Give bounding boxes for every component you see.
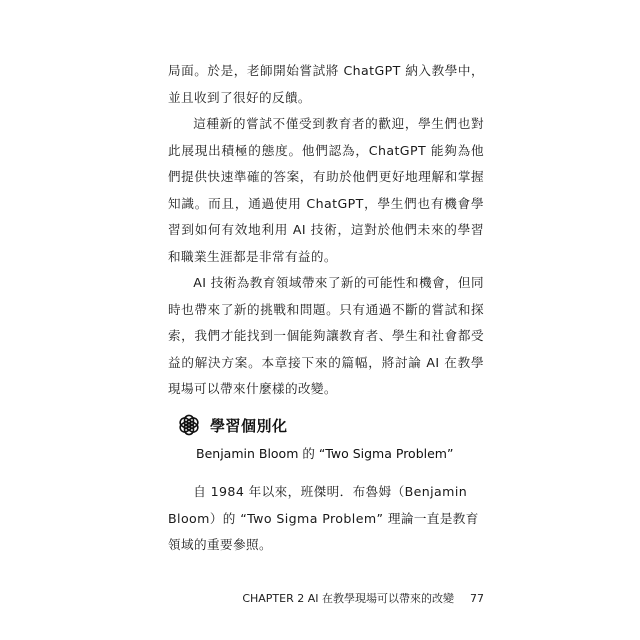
paragraph-ai-challenges: AI 技術為教育領域帶來了新的可能性和機會，但同時也帶來了新的挑戰和問題。只有通過不斷的嘗試和探索，我們才能找到一個能夠讓教育者、學生和社會都受益的解決方案。本章接下來的篇幅，將討論 AI 在教學現場可以帶來什麼樣的改變。 <box>168 275 484 396</box>
subsection-heading: Benjamin Bloom 的 “Two Sigma Problem” <box>196 446 454 461</box>
paragraph-student-response: 這種新的嘗試不僅受到教育者的歡迎，學生們也對此展現出積極的態度。他們認為，ChatGPT 能夠為他們提供快速準確的答案，有助於他們更好地理解和掌握知識。而且，通過使用 ChatGPT，學生們也有機會學習到如何有效地利用 AI 技術，這對於他們未來的學習和職業生涯都是非常有益的。 <box>168 116 484 264</box>
page-footer <box>242 590 484 606</box>
running-footer-chapter: CHAPTER 2 AI 在教學現場可以帶來的改變 <box>242 592 454 605</box>
body-text-block-2 <box>168 479 484 559</box>
body-text-block <box>168 58 484 403</box>
section-heading <box>176 410 288 440</box>
section-title: 學習個別化 <box>210 416 288 435</box>
paragraph-continued: 局面。於是，老師開始嘗試將 ChatGPT 納入教學中，並且收到了很好的反饋。 <box>168 63 484 105</box>
openai-logo-icon <box>176 412 202 438</box>
paragraph-bloom-intro: 自 1984 年以來，班傑明．布魯姆（Benjamin Bloom）的 “Two Sigma Problem” 理論一直是教育領域的重要參照。 <box>168 484 479 552</box>
page-number: 77 <box>470 592 484 605</box>
